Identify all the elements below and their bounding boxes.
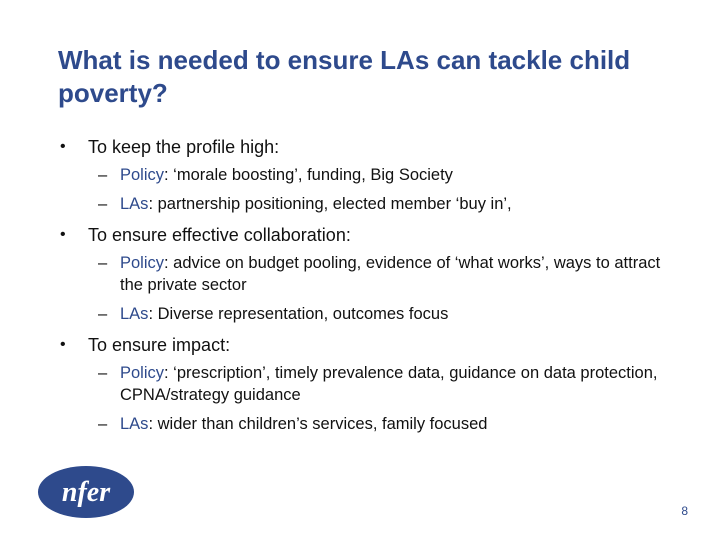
dash-marker: – xyxy=(98,254,108,272)
bullet-item xyxy=(0,134,720,160)
dash-marker: – xyxy=(98,305,108,323)
sub-bullet-label: LAs xyxy=(120,195,149,213)
sub-bullet-text: : ‘morale boosting’, funding, Big Society xyxy=(164,166,453,184)
dash-marker: – xyxy=(98,415,108,433)
sub-bullet-item xyxy=(0,362,720,406)
sub-bullet-item xyxy=(0,193,720,215)
sub-bullet-label: Policy xyxy=(120,166,165,184)
sub-bullet-label: Policy xyxy=(120,364,165,382)
page-number: 8 xyxy=(681,504,688,518)
sub-bullet-item xyxy=(0,252,720,296)
dash-marker: – xyxy=(98,195,108,213)
dash-marker: – xyxy=(98,166,108,184)
sub-bullet-text: : partnership positioning, elected member ‘buy in’, xyxy=(148,195,512,213)
sub-bullet-label: LAs xyxy=(120,415,149,433)
dash-marker: – xyxy=(98,364,108,382)
sub-bullet-item xyxy=(0,413,720,435)
sub-bullet-item xyxy=(0,303,720,325)
bullet-text: To keep the profile high: xyxy=(88,137,280,157)
sub-bullet-text: : advice on budget pooling, evidence of ‘what works’, ways to attract the private sector xyxy=(120,254,661,294)
slide-title: What is needed to ensure LAs can tackle child poverty? xyxy=(58,45,631,108)
bullet-text: To ensure impact: xyxy=(88,335,231,355)
logo-text: nfer xyxy=(61,477,111,508)
bullet-item xyxy=(0,332,720,358)
sub-bullet-item xyxy=(0,164,720,186)
sub-bullet-label: Policy xyxy=(120,254,165,272)
bullet-marker: • xyxy=(60,336,66,353)
nfer-logo xyxy=(36,464,136,520)
sub-bullet-text: : wider than children’s services, family focused xyxy=(148,415,488,433)
bullet-text: To ensure effective collaboration: xyxy=(88,225,351,245)
bullet-marker: • xyxy=(60,226,66,243)
bullet-item xyxy=(0,222,720,248)
bullet-marker: • xyxy=(60,138,66,155)
sub-bullet-text: : ‘prescription’, timely prevalence data, guidance on data protection, CPNA/strategy guidance xyxy=(120,364,658,404)
sub-bullet-label: LAs xyxy=(120,305,149,323)
bullet-list xyxy=(0,134,720,442)
sub-bullet-text: : Diverse representation, outcomes focus xyxy=(148,305,449,323)
